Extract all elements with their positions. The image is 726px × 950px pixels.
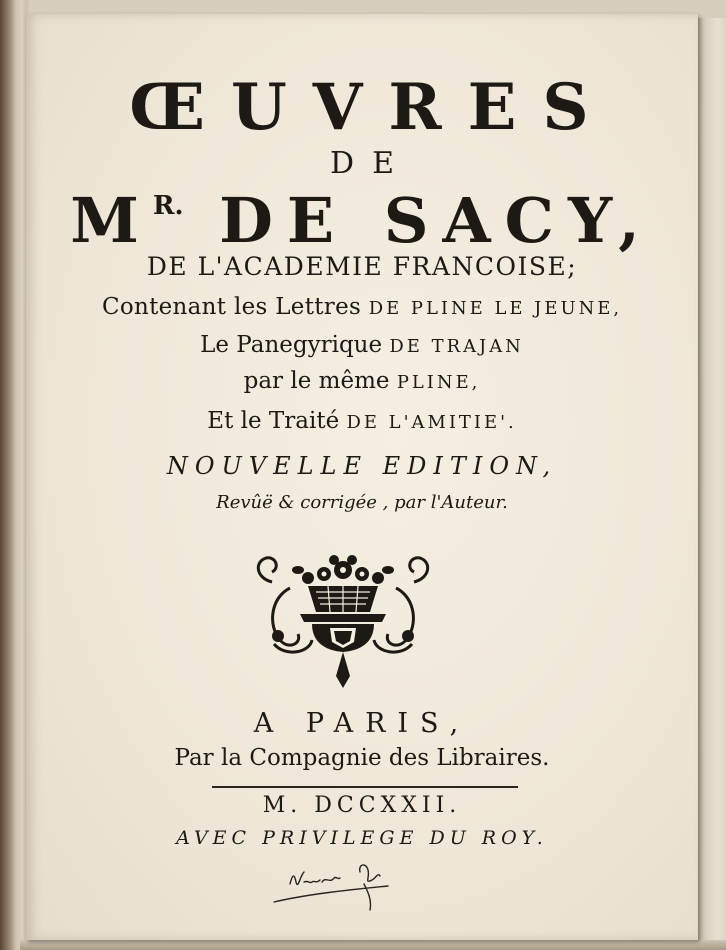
contents-line-1-smallcaps: DE PLINE LE JEUNE,	[368, 298, 623, 319]
contents-line-3-text: par le même	[243, 368, 397, 394]
contents-line-2-text: Le Panegyrique	[200, 332, 390, 358]
academy-line: DE L'ACADEMIE FRANCOISE;	[146, 252, 578, 281]
imprint-rule	[212, 786, 518, 788]
title-de: DE	[330, 146, 412, 181]
page-edge-bottom	[20, 940, 726, 950]
author-surname: DE SACY,	[219, 184, 654, 257]
handwritten-signature-icon	[268, 858, 408, 918]
contents-line-4-text: Et le Traité	[207, 408, 347, 434]
imprint-year: M. DCCXXII.	[262, 793, 462, 818]
imprint-publisher: Par la Compagnie des Libraires.	[174, 745, 550, 771]
contents-line-2-smallcaps: DE TRAJAN	[389, 336, 524, 357]
contents-line-4-smallcaps: DE L'AMITIE'.	[346, 412, 517, 433]
imprint-privilege: AVEC PRIVILEGE DU ROY.	[176, 827, 548, 849]
author-name	[26, 184, 698, 257]
page-edge-right	[698, 18, 726, 940]
author-prefix-sup: R.	[152, 191, 184, 221]
author-prefix: M	[70, 184, 153, 257]
contents-line-3	[26, 368, 698, 394]
revised-line: Revûë & corrigée , par l'Auteur.	[216, 492, 508, 513]
imprint-city: A PARIS,	[253, 708, 471, 739]
book-title: ŒUVRES	[129, 70, 615, 145]
flower-basket-ornament-icon	[250, 548, 436, 694]
contents-line-1	[26, 294, 698, 320]
edition-line: NOUVELLE EDITION,	[166, 452, 558, 480]
contents-line-2	[26, 332, 698, 358]
contents-line-1-text: Contenant les Lettres	[101, 294, 369, 320]
contents-line-3-smallcaps: PLINE,	[396, 372, 481, 393]
contents-line-4	[26, 408, 698, 434]
